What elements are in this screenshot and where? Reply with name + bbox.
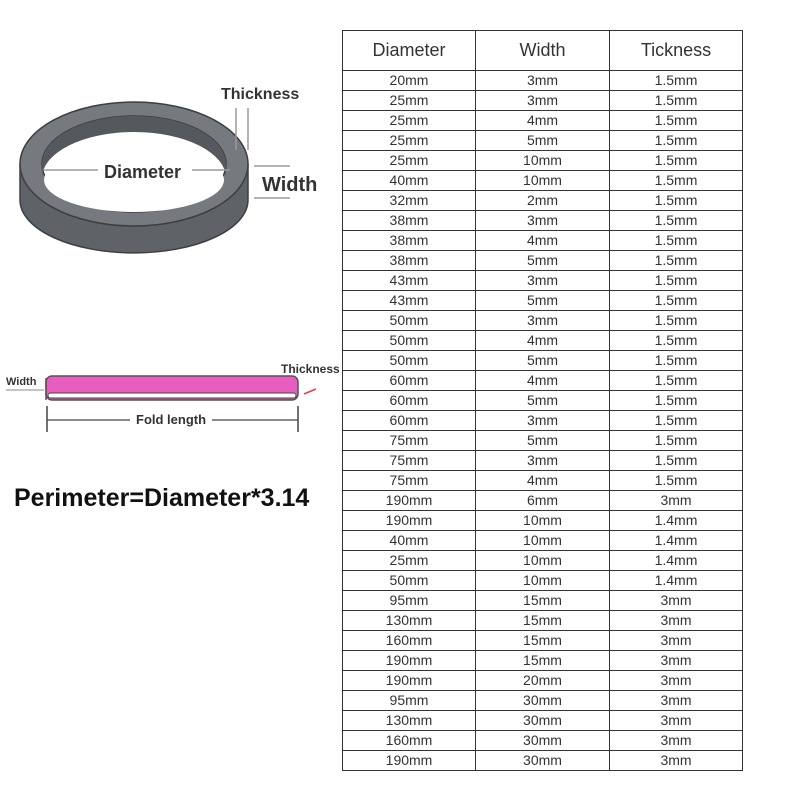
cell-diameter: 32mm bbox=[343, 191, 476, 211]
cell-thickness: 3mm bbox=[610, 631, 743, 651]
cell-thickness: 3mm bbox=[610, 751, 743, 771]
cell-diameter: 190mm bbox=[343, 671, 476, 691]
table-row bbox=[343, 591, 743, 611]
cell-thickness: 1.4mm bbox=[610, 531, 743, 551]
cell-diameter: 75mm bbox=[343, 451, 476, 471]
cell-width: 10mm bbox=[476, 571, 610, 591]
cell-diameter: 43mm bbox=[343, 291, 476, 311]
table-row bbox=[343, 331, 743, 351]
table-row bbox=[343, 611, 743, 631]
cell-thickness: 1.5mm bbox=[610, 431, 743, 451]
perimeter-formula: Perimeter=Diameter*3.14 bbox=[14, 484, 310, 512]
cell-diameter: 50mm bbox=[343, 351, 476, 371]
cell-thickness: 3mm bbox=[610, 491, 743, 511]
cell-thickness: 1.5mm bbox=[610, 251, 743, 271]
table-row bbox=[343, 571, 743, 591]
cell-width: 4mm bbox=[476, 471, 610, 491]
table-row bbox=[343, 111, 743, 131]
cell-width: 5mm bbox=[476, 131, 610, 151]
cell-width: 4mm bbox=[476, 331, 610, 351]
cell-width: 4mm bbox=[476, 371, 610, 391]
cell-width: 20mm bbox=[476, 671, 610, 691]
table-row bbox=[343, 731, 743, 751]
cell-diameter: 75mm bbox=[343, 431, 476, 451]
table-row bbox=[343, 451, 743, 471]
cell-width: 10mm bbox=[476, 551, 610, 571]
cell-thickness: 1.5mm bbox=[610, 351, 743, 371]
cell-thickness: 1.5mm bbox=[610, 331, 743, 351]
cell-width: 6mm bbox=[476, 491, 610, 511]
cell-thickness: 1.5mm bbox=[610, 211, 743, 231]
dimension-diagram bbox=[0, 0, 340, 800]
table-row bbox=[343, 431, 743, 451]
cell-diameter: 25mm bbox=[343, 91, 476, 111]
cell-width: 3mm bbox=[476, 71, 610, 91]
cell-thickness: 3mm bbox=[610, 651, 743, 671]
cell-diameter: 50mm bbox=[343, 311, 476, 331]
cell-thickness: 1.5mm bbox=[610, 131, 743, 151]
cell-width: 15mm bbox=[476, 651, 610, 671]
band-thickness-label: Thickness bbox=[281, 362, 340, 376]
cell-diameter: 130mm bbox=[343, 711, 476, 731]
cell-diameter: 38mm bbox=[343, 251, 476, 271]
cell-diameter: 160mm bbox=[343, 631, 476, 651]
table-row bbox=[343, 491, 743, 511]
cell-width: 10mm bbox=[476, 151, 610, 171]
cell-diameter: 95mm bbox=[343, 691, 476, 711]
cell-diameter: 95mm bbox=[343, 591, 476, 611]
cell-thickness: 1.4mm bbox=[610, 571, 743, 591]
size-spec-table bbox=[342, 30, 743, 771]
table-row bbox=[343, 251, 743, 271]
cell-diameter: 40mm bbox=[343, 531, 476, 551]
cell-thickness: 1.5mm bbox=[610, 391, 743, 411]
cell-width: 3mm bbox=[476, 91, 610, 111]
cell-width: 30mm bbox=[476, 711, 610, 731]
cell-thickness: 1.5mm bbox=[610, 371, 743, 391]
table-row bbox=[343, 351, 743, 371]
cell-thickness: 1.5mm bbox=[610, 151, 743, 171]
cell-diameter: 160mm bbox=[343, 731, 476, 751]
cell-diameter: 190mm bbox=[343, 511, 476, 531]
cell-diameter: 25mm bbox=[343, 111, 476, 131]
cell-width: 15mm bbox=[476, 611, 610, 631]
header-width: Width bbox=[476, 31, 610, 71]
cell-diameter: 130mm bbox=[343, 611, 476, 631]
cell-diameter: 25mm bbox=[343, 551, 476, 571]
cell-diameter: 190mm bbox=[343, 491, 476, 511]
cell-diameter: 50mm bbox=[343, 331, 476, 351]
table-row bbox=[343, 711, 743, 731]
cell-diameter: 60mm bbox=[343, 411, 476, 431]
cell-width: 30mm bbox=[476, 691, 610, 711]
cell-width: 3mm bbox=[476, 451, 610, 471]
table-row bbox=[343, 391, 743, 411]
cell-width: 15mm bbox=[476, 591, 610, 611]
cell-width: 5mm bbox=[476, 351, 610, 371]
table-row bbox=[343, 751, 743, 771]
cell-thickness: 1.5mm bbox=[610, 291, 743, 311]
cell-thickness: 3mm bbox=[610, 731, 743, 751]
cell-thickness: 1.5mm bbox=[610, 311, 743, 331]
table-row bbox=[343, 131, 743, 151]
cell-width: 4mm bbox=[476, 231, 610, 251]
cell-width: 2mm bbox=[476, 191, 610, 211]
table-row bbox=[343, 231, 743, 251]
cell-thickness: 1.5mm bbox=[610, 91, 743, 111]
cell-width: 4mm bbox=[476, 111, 610, 131]
cell-thickness: 3mm bbox=[610, 671, 743, 691]
table-row bbox=[343, 191, 743, 211]
table-row bbox=[343, 291, 743, 311]
cell-diameter: 43mm bbox=[343, 271, 476, 291]
table-header-row bbox=[343, 31, 743, 71]
cell-width: 10mm bbox=[476, 531, 610, 551]
cell-width: 30mm bbox=[476, 751, 610, 771]
cell-thickness: 1.5mm bbox=[610, 71, 743, 91]
cell-thickness: 3mm bbox=[610, 711, 743, 731]
table-row bbox=[343, 511, 743, 531]
cell-thickness: 1.5mm bbox=[610, 451, 743, 471]
cell-diameter: 190mm bbox=[343, 751, 476, 771]
table-row bbox=[343, 211, 743, 231]
cell-diameter: 38mm bbox=[343, 231, 476, 251]
cell-width: 10mm bbox=[476, 171, 610, 191]
cell-width: 15mm bbox=[476, 631, 610, 651]
table-row bbox=[343, 691, 743, 711]
cell-thickness: 1.5mm bbox=[610, 231, 743, 251]
band-fold bbox=[48, 393, 296, 398]
cell-thickness: 3mm bbox=[610, 611, 743, 631]
cell-diameter: 38mm bbox=[343, 211, 476, 231]
band-width-label: Width bbox=[6, 376, 37, 388]
cell-thickness: 1.5mm bbox=[610, 191, 743, 211]
cell-width: 3mm bbox=[476, 311, 610, 331]
cell-width: 5mm bbox=[476, 391, 610, 411]
thickness-arrow bbox=[304, 389, 316, 394]
cell-diameter: 60mm bbox=[343, 391, 476, 411]
cell-thickness: 1.4mm bbox=[610, 551, 743, 571]
table-row bbox=[343, 271, 743, 291]
table-row bbox=[343, 171, 743, 191]
table-row bbox=[343, 631, 743, 651]
cell-diameter: 60mm bbox=[343, 371, 476, 391]
diagram-graphics bbox=[0, 0, 340, 800]
cell-diameter: 190mm bbox=[343, 651, 476, 671]
cell-diameter: 25mm bbox=[343, 151, 476, 171]
cell-width: 30mm bbox=[476, 731, 610, 751]
cell-thickness: 1.5mm bbox=[610, 271, 743, 291]
cell-width: 5mm bbox=[476, 431, 610, 451]
table-row bbox=[343, 151, 743, 171]
cell-width: 3mm bbox=[476, 211, 610, 231]
header-diameter: Diameter bbox=[343, 31, 476, 71]
cell-diameter: 25mm bbox=[343, 131, 476, 151]
header-thickness: Tickness bbox=[610, 31, 743, 71]
ring-diameter-label: Diameter bbox=[104, 162, 182, 182]
fold-length-label: Fold length bbox=[136, 412, 207, 427]
cell-thickness: 1.5mm bbox=[610, 171, 743, 191]
table-row bbox=[343, 91, 743, 111]
table-row bbox=[343, 651, 743, 671]
cell-diameter: 40mm bbox=[343, 171, 476, 191]
cell-width: 5mm bbox=[476, 291, 610, 311]
cell-diameter: 50mm bbox=[343, 571, 476, 591]
cell-thickness: 3mm bbox=[610, 691, 743, 711]
cell-thickness: 1.5mm bbox=[610, 471, 743, 491]
cell-width: 10mm bbox=[476, 511, 610, 531]
cell-thickness: 1.5mm bbox=[610, 111, 743, 131]
cell-diameter: 20mm bbox=[343, 71, 476, 91]
cell-thickness: 3mm bbox=[610, 591, 743, 611]
cell-width: 3mm bbox=[476, 411, 610, 431]
cell-diameter: 75mm bbox=[343, 471, 476, 491]
table-row bbox=[343, 311, 743, 331]
table-row bbox=[343, 551, 743, 571]
table-row bbox=[343, 71, 743, 91]
table-body bbox=[343, 71, 743, 771]
table-row bbox=[343, 371, 743, 391]
ring-width-label: Width bbox=[262, 174, 318, 196]
table-row bbox=[343, 531, 743, 551]
cell-width: 3mm bbox=[476, 271, 610, 291]
ring-thickness-label: Thickness bbox=[221, 86, 300, 103]
table-row bbox=[343, 471, 743, 491]
cell-width: 5mm bbox=[476, 251, 610, 271]
cell-thickness: 1.5mm bbox=[610, 411, 743, 431]
table-row bbox=[343, 671, 743, 691]
table-row bbox=[343, 411, 743, 431]
cell-thickness: 1.4mm bbox=[610, 511, 743, 531]
